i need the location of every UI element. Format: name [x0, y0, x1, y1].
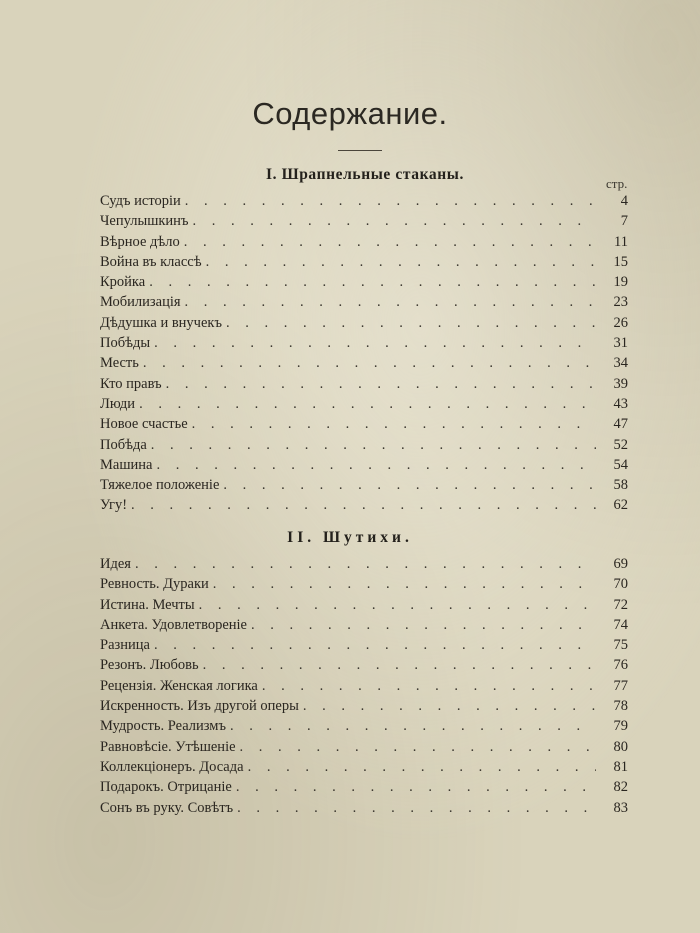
- dot-leader: [166, 376, 596, 393]
- toc-entry-page-number: 77: [613, 677, 628, 694]
- toc-entry-page-number: 78: [613, 698, 628, 715]
- toc-entry-page-number: 26: [613, 314, 628, 331]
- dot-leader: [154, 335, 596, 352]
- toc-entry-title: Коллекціонеръ. Досада: [100, 758, 244, 775]
- dot-leader: [139, 396, 596, 413]
- toc-entry-title: Месть: [100, 355, 139, 372]
- toc-list-section-1: [100, 193, 628, 518]
- toc-entry: [100, 657, 628, 677]
- toc-entry: [100, 315, 628, 335]
- dot-leader: [230, 718, 596, 735]
- toc-entry-title: Истина. Мечты: [100, 596, 195, 613]
- dot-leader: [185, 193, 596, 210]
- toc-entry: [100, 800, 628, 820]
- toc-entry-page-number: 31: [613, 335, 628, 352]
- toc-entry-page-number: 23: [613, 294, 628, 311]
- toc-entry: [100, 355, 628, 375]
- toc-entry: [100, 597, 628, 617]
- toc-list-section-2: [100, 556, 628, 820]
- page-title: Содержание.: [252, 96, 448, 131]
- toc-entry: [100, 193, 628, 213]
- toc-entry: [100, 234, 628, 254]
- toc-entry: [100, 739, 628, 759]
- toc-entry: [100, 759, 628, 779]
- toc-entry: [100, 617, 628, 637]
- toc-entry-page-number: 62: [613, 497, 628, 514]
- dot-leader: [262, 678, 596, 695]
- toc-entry: [100, 416, 628, 436]
- toc-entry-title: Искренность. Изъ другой оперы: [100, 698, 299, 715]
- dot-leader: [131, 497, 596, 514]
- dot-leader: [236, 779, 596, 796]
- toc-entry: [100, 437, 628, 457]
- toc-entry-title: Разница: [100, 637, 150, 654]
- toc-entry-page-number: 81: [613, 758, 628, 775]
- toc-entry-title: Побѣды: [100, 335, 151, 352]
- toc-entry-page-number: 70: [613, 576, 628, 593]
- toc-entry: [100, 477, 628, 497]
- toc-entry-page-number: 19: [613, 274, 628, 291]
- dot-leader: [199, 597, 596, 614]
- toc-entry: [100, 718, 628, 738]
- toc-entry-title: Мобилизація: [100, 294, 181, 311]
- dot-leader: [248, 759, 596, 776]
- toc-entry: [100, 376, 628, 396]
- dot-leader: [184, 234, 596, 251]
- dot-leader: [156, 457, 596, 474]
- toc-entry-page-number: 15: [613, 253, 628, 270]
- toc-entry: [100, 294, 628, 314]
- dot-leader: [206, 254, 596, 271]
- toc-entry-page-number: 39: [613, 375, 628, 392]
- toc-entry: [100, 497, 628, 517]
- page-column-label: стр.: [606, 176, 628, 191]
- dot-leader: [251, 617, 596, 634]
- dot-leader: [135, 556, 596, 573]
- toc-entry: [100, 213, 628, 233]
- toc-entry-title: Судъ исторіи: [100, 193, 181, 209]
- toc-entry-page-number: 69: [613, 556, 628, 572]
- toc-entry-page-number: 83: [613, 799, 628, 816]
- toc-entry: [100, 637, 628, 657]
- toc-entry-page-number: 43: [613, 395, 628, 412]
- toc-entry-page-number: 82: [613, 779, 628, 796]
- toc-entry-title: Война въ классѣ: [100, 253, 202, 270]
- toc-entry-title: Равновѣсіе. Утѣшеніе: [100, 738, 236, 755]
- dot-leader: [143, 355, 596, 372]
- toc-entry: [100, 556, 628, 576]
- dot-leader: [154, 637, 596, 654]
- toc-entry-title: Машина: [100, 456, 153, 473]
- toc-entry-title: Люди: [100, 395, 136, 412]
- toc-entry-page-number: 80: [613, 738, 628, 755]
- toc-entry-title: Кройка: [100, 274, 146, 291]
- toc-entry-title: Побѣда: [100, 436, 147, 453]
- dot-leader: [223, 477, 596, 494]
- section-heading-1: I. Шрапнельные стаканы.: [266, 166, 464, 183]
- toc-entry-title: Резонъ. Любовь: [100, 657, 199, 674]
- dot-leader: [213, 576, 596, 593]
- toc-entry-page-number: 11: [614, 233, 628, 250]
- toc-entry: [100, 254, 628, 274]
- toc-entry-page-number: 47: [613, 416, 628, 433]
- toc-entry-title: Сонъ въ руку. Совѣтъ: [100, 799, 234, 816]
- toc-entry-title: Подарокъ. Отрицаніе: [100, 779, 232, 796]
- toc-entry-page-number: 58: [613, 477, 628, 494]
- toc-entry-page-number: 7: [620, 213, 628, 230]
- toc-entry-title: Идея: [100, 556, 131, 572]
- toc-entry-title: Кто правъ: [100, 375, 162, 392]
- toc-entry-title: Дѣдушка и внучекъ: [100, 314, 222, 331]
- toc-entry: [100, 678, 628, 698]
- toc-entry-title: Новое счастье: [100, 416, 188, 433]
- dot-leader: [185, 294, 596, 311]
- toc-entry: [100, 335, 628, 355]
- toc-entry-title: Угу!: [100, 497, 128, 514]
- section-heading-2: II. Шутихи.: [287, 529, 413, 546]
- toc-entry-page-number: 52: [613, 436, 628, 453]
- toc-entry-title: Вѣрное дѣло: [100, 233, 180, 250]
- dot-leader: [192, 416, 596, 433]
- toc-entry: [100, 698, 628, 718]
- toc-entry-title: Тяжелое положеніе: [100, 477, 220, 494]
- dot-leader: [149, 274, 596, 291]
- toc-entry-title: Мудрость. Реализмъ: [100, 718, 226, 735]
- toc-entry: [100, 779, 628, 799]
- toc-entry-page-number: 72: [613, 596, 628, 613]
- toc-entry-page-number: 4: [620, 193, 628, 209]
- toc-entry-title: Анкета. Удовлетвореніе: [100, 616, 247, 633]
- dot-leader: [303, 698, 596, 715]
- toc-entry-page-number: 54: [613, 456, 628, 473]
- toc-entry-title: Чепулышкинъ: [100, 213, 189, 230]
- toc-entry-page-number: 79: [613, 718, 628, 735]
- toc-entry-page-number: 34: [613, 355, 628, 372]
- dot-leader: [203, 657, 596, 674]
- toc-entry: [100, 576, 628, 596]
- toc-entry-title: Ревность. Дураки: [100, 576, 209, 593]
- title-divider: [338, 150, 382, 151]
- toc-entry-page-number: 75: [613, 637, 628, 654]
- dot-leader: [151, 437, 596, 454]
- toc-entry: [100, 274, 628, 294]
- dot-leader: [226, 315, 596, 332]
- toc-entry: [100, 457, 628, 477]
- toc-entry: [100, 396, 628, 416]
- dot-leader: [240, 739, 596, 756]
- dot-leader: [237, 800, 596, 817]
- toc-entry-page-number: 74: [613, 616, 628, 633]
- dot-leader: [192, 213, 596, 230]
- toc-entry-title: Рецензія. Женская логика: [100, 677, 258, 694]
- toc-entry-page-number: 76: [613, 657, 628, 674]
